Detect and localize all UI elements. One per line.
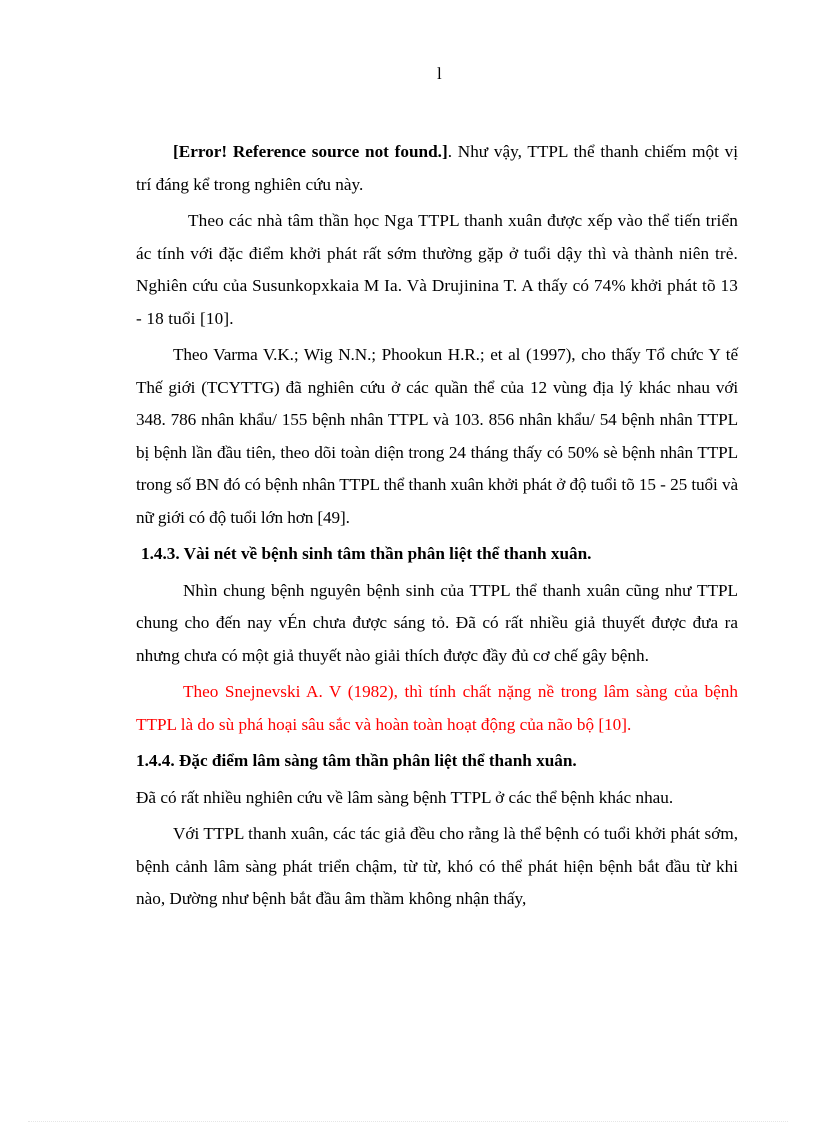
paragraph-snejnevski: Theo Snejnevski A. V (1982), thì tính chất nặng nề trong lâm sàng của bệnh TTPL là do sù phá hoại sâu sắc và hoàn toàn hoạt động của não bộ [10]. xyxy=(136,682,738,734)
paragraph-reference xyxy=(136,136,738,201)
paragraph-text: . Như vậy, TTPL thể thanh chiếm một vị trí đáng kể trong nghiên cứu này. xyxy=(136,142,739,194)
section-heading-1-4-4: 1.4.4. Đặc điểm lâm sàng tâm thần phân liệt thể thanh xuân. xyxy=(136,751,577,770)
paragraph-clinical-studies: Đã có rất nhiều nghiên cứu về lâm sàng bệnh TTPL ở các thể bệnh khác nhau. xyxy=(136,787,674,807)
paragraph-russian-psychiatrists: Theo các nhà tâm thần học Nga TTPL thanh xuân được xếp vào thể tiến triển ác tính với đặc điểm khởi phát rất sớm thường gặp ở tuổi dậy thì và thành niên trẻ. Nghiên cứu của Susunkopxkaia M Ia. Và Drujinina T. A thấy có 74% khởi phát tõ 13 - 18 tuổi [10]. xyxy=(136,211,738,328)
reference-error-text: [Error! Reference source not found.] xyxy=(173,142,448,161)
section-heading-1-4-3: 1.4.3. Vài nét về bệnh sinh tâm thần phân liệt thể thanh xuân. xyxy=(141,544,592,563)
paragraph-etiology: Nhìn chung bệnh nguyên bệnh sinh của TTPL thể thanh xuân cũng như TTPL chung cho đến nay vÉn chưa được sáng tỏ. Đã có rất nhiều giả thuyết được đưa ra nhưng chưa có một giả thuyết nào giải thích được đầy đủ cơ chế gây bệnh. xyxy=(136,580,738,665)
page-number-text: l xyxy=(437,64,442,83)
paragraph-varma-study: Theo Varma V.K.; Wig N.N.; Phookun H.R.; et al (1997), cho thấy Tổ chức Y tế Thế giới (TCYTTG) đã nghiên cứu ở các quần thể của 12 vùng địa lý khác nhau với 348. 786 nhân khẩu/ 155 bệnh nhân TTPL và 103. 856 nhân khẩu/ 54 bệnh nhân TTPL bị bệnh lần đầu tiên, theo dõi toàn diện trong 24 tháng thấy có 50% sè bệnh nhân TTPL trong số BN đó có bệnh nhân TTPL thể thanh xuân khởi phát ở độ tuổi tõ 15 - 25 tuổi và nữ giới có độ tuổi lớn hơn [49]. xyxy=(136,345,738,527)
document-body xyxy=(136,136,738,920)
paragraph-hebephrenic-onset: Với TTPL thanh xuân, các tác giả đều cho rằng là thể bệnh có tuổi khởi phát sớm, bệnh cảnh lâm sàng phát triển chậm, từ từ, khó có thể phát hiện bệnh bắt đầu từ khi nào, Dường như bệnh bắt đầu âm thầm không nhận thấy, xyxy=(136,824,738,908)
